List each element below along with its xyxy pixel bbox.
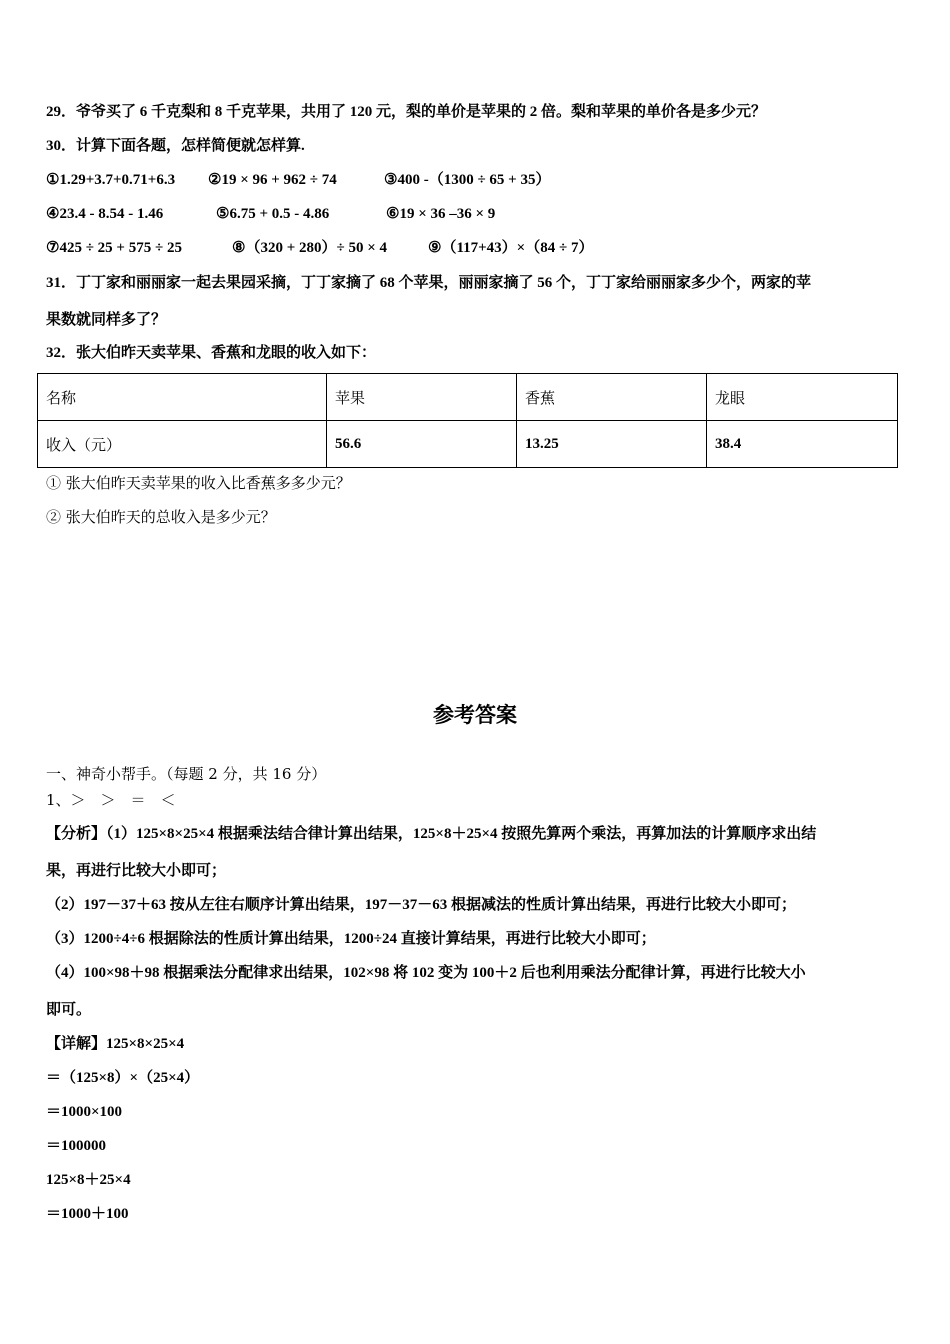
calc-item: ①1.29+3.7+0.71+6.3 [46, 172, 176, 188]
income-table [37, 373, 898, 468]
question-32-sub-2: ② 张大伯昨天的总收入是多少元？ [46, 508, 276, 526]
detail-line: ＝1000×100 [46, 1104, 123, 1120]
analysis-line-1: 【分析】（1）125×8×25×4 根据乘法结合律计算出结果，125×8＋25×4 按照先算两个乘法，再算加法的计算顺序求出结 [46, 826, 817, 842]
table-cell: 香蕉 [517, 374, 707, 421]
detail-line: ＝1000＋100 [46, 1206, 129, 1222]
detail-line: ＝100000 [46, 1138, 107, 1154]
analysis-item-2: （2）197－37＋63 按从左往右顺序计算出结果，197－37－63 根据减法的性质计算出结果，再进行比较大小即可； [46, 897, 797, 913]
calc-item: ⑦425 ÷ 25 + 575 ÷ 25 [46, 240, 182, 256]
analysis-item-4-line-2: 即可。 [46, 1002, 92, 1018]
calc-item: ②19 × 96 + 962 ÷ 74 [208, 172, 337, 188]
calc-item: ⑥19 × 36 –36 × 9 [386, 206, 496, 222]
question-32-sub-1: ① 张大伯昨天卖苹果的收入比香蕉多多少元？ [46, 474, 351, 492]
detail-line: 【详解】125×8×25×4 [46, 1036, 185, 1052]
question-31-line-1: 31．丁丁家和丽丽家一起去果园采摘，丁丁家摘了 68 个苹果，丽丽家摘了 56 个，丁丁家给丽丽家多少个，两家的苹 [46, 275, 812, 291]
calc-item: ⑤6.75 + 0.5 - 4.86 [216, 206, 330, 222]
table-cell: 龙眼 [707, 374, 898, 421]
analysis-item-4-line-1: （4）100×98＋98 根据乘法分配律求出结果，102×98 将 102 变为 100＋2 后也利用乘法分配律计算，再进行比较大小 [46, 965, 806, 981]
detail-line: 125×8＋25×4 [46, 1172, 131, 1188]
answer-title: 参考答案 [433, 702, 517, 727]
question-30: 30．计算下面各题，怎样简便就怎样算. [46, 138, 305, 154]
section-heading: 一、神奇小帮手。（每题 2 分，共 16 分） [46, 765, 327, 783]
calc-item: ④23.4 - 8.54 - 1.46 [46, 206, 164, 222]
answer-1: 1、＞ ＞ ＝ ＜ [46, 791, 176, 809]
table-header-row [38, 374, 898, 421]
question-32: 32．张大伯昨天卖苹果、香蕉和龙眼的收入如下： [46, 345, 377, 361]
table-cell: 收入（元） [38, 421, 327, 468]
calc-item: ⑧（320 + 280）÷ 50 × 4 [232, 240, 388, 256]
calc-item: ③400 -（1300 ÷ 65 + 35） [384, 172, 551, 188]
table-cell: 38.4 [707, 421, 898, 468]
calc-item: ⑨（117+43）×（84 ÷ 7） [428, 240, 594, 256]
detail-line: ＝（125×8）×（25×4） [46, 1070, 200, 1086]
table-cell: 苹果 [327, 374, 517, 421]
question-29: 29．爷爷买了 6 千克梨和 8 千克苹果，共用了 120 元，梨的单价是苹果的 2 倍。梨和苹果的单价各是多少元？ [46, 104, 767, 120]
question-31-line-2: 果数就同样多了？ [46, 312, 167, 328]
table-cell: 名称 [38, 374, 327, 421]
table-cell: 56.6 [327, 421, 517, 468]
analysis-line-2: 果，再进行比较大小即可； [46, 863, 227, 879]
table-cell: 13.25 [517, 421, 707, 468]
table-row [38, 421, 898, 468]
analysis-item-3: （3）1200÷4÷6 根据除法的性质计算出结果，1200÷24 直接计算结果，再进行比较大小即可； [46, 931, 656, 947]
